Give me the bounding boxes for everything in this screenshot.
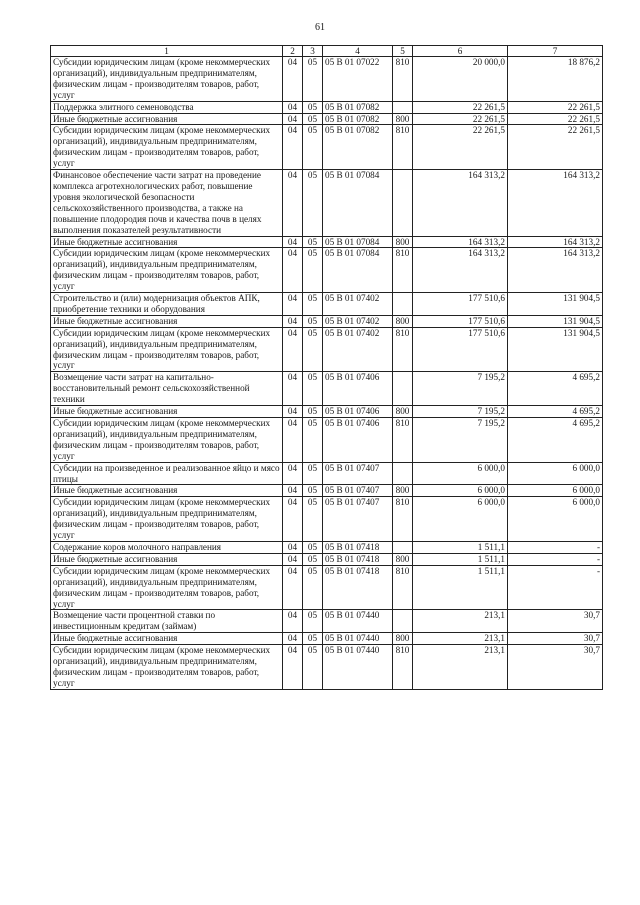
cell-target-code: 05 В 01 07407 [323, 462, 393, 485]
cell-planned: 1 511,1 [413, 541, 508, 553]
cell-executed: 4 695,2 [508, 418, 603, 463]
table-row [51, 565, 603, 610]
cell-section: 04 [283, 170, 303, 236]
table-row [51, 125, 603, 170]
header-col-6: 6 [413, 46, 508, 57]
table-row [51, 610, 603, 633]
cell-name: Субсидии на произведенное и реализованное яйцо и мясо птицы [51, 462, 283, 485]
cell-section: 04 [283, 541, 303, 553]
cell-target-code: 05 В 01 07418 [323, 553, 393, 565]
cell-subsection: 05 [303, 497, 323, 542]
cell-planned: 164 313,2 [413, 236, 508, 248]
cell-planned: 164 313,2 [413, 170, 508, 236]
cell-planned: 177 510,6 [413, 327, 508, 372]
page-number: 61 [315, 22, 325, 33]
cell-subsection: 05 [303, 248, 323, 293]
cell-executed: 22 261,5 [508, 125, 603, 170]
cell-section: 04 [283, 565, 303, 610]
cell-section: 04 [283, 485, 303, 497]
cell-executed: 164 313,2 [508, 170, 603, 236]
table-row [51, 485, 603, 497]
cell-target-code: 05 В 01 07406 [323, 418, 393, 463]
table-row [51, 315, 603, 327]
table-row [51, 497, 603, 542]
header-col-2: 2 [283, 46, 303, 57]
cell-executed: 164 313,2 [508, 248, 603, 293]
cell-expense-type [393, 610, 413, 633]
cell-section: 04 [283, 101, 303, 113]
cell-executed: 131 904,5 [508, 327, 603, 372]
cell-expense-type: 800 [393, 406, 413, 418]
cell-expense-type: 800 [393, 315, 413, 327]
cell-subsection: 05 [303, 462, 323, 485]
budget-table [50, 45, 603, 690]
cell-expense-type: 800 [393, 113, 413, 125]
cell-expense-type: 800 [393, 485, 413, 497]
cell-section: 04 [283, 462, 303, 485]
cell-executed: 22 261,5 [508, 113, 603, 125]
cell-subsection: 05 [303, 293, 323, 316]
cell-planned: 22 261,5 [413, 101, 508, 113]
cell-planned: 213,1 [413, 633, 508, 645]
cell-section: 04 [283, 372, 303, 406]
table-row [51, 372, 603, 406]
cell-expense-type: 800 [393, 236, 413, 248]
table-row [51, 633, 603, 645]
cell-target-code: 05 В 01 07440 [323, 610, 393, 633]
cell-expense-type: 810 [393, 418, 413, 463]
cell-target-code: 05 В 01 07418 [323, 565, 393, 610]
cell-planned: 6 000,0 [413, 497, 508, 542]
cell-name: Иные бюджетные ассигнования [51, 315, 283, 327]
cell-name: Возмещение части затрат на капитально-восстановительный ремонт сельскохозяйственной техники [51, 372, 283, 406]
cell-expense-type: 810 [393, 57, 413, 102]
cell-planned: 177 510,6 [413, 293, 508, 316]
table-row [51, 170, 603, 236]
cell-name: Иные бюджетные ассигнования [51, 113, 283, 125]
cell-name: Субсидии юридическим лицам (кроме некоммерческих организаций), индивидуальным предпринимателям, физическим лицам - производителям товаров, работ, услуг [51, 565, 283, 610]
cell-target-code: 05 В 01 07407 [323, 485, 393, 497]
cell-target-code: 05 В 01 07084 [323, 248, 393, 293]
cell-subsection: 05 [303, 101, 323, 113]
header-col-7: 7 [508, 46, 603, 57]
cell-name: Субсидии юридическим лицам (кроме некоммерческих организаций), индивидуальным предпринимателям, физическим лицам - производителям товаров, работ, услуг [51, 418, 283, 463]
cell-target-code: 05 В 01 07082 [323, 101, 393, 113]
table-row [51, 327, 603, 372]
cell-expense-type: 800 [393, 553, 413, 565]
cell-target-code: 05 В 01 07084 [323, 236, 393, 248]
cell-expense-type: 810 [393, 248, 413, 293]
cell-target-code: 05 В 01 07406 [323, 406, 393, 418]
cell-subsection: 05 [303, 170, 323, 236]
cell-expense-type: 800 [393, 633, 413, 645]
cell-subsection: 05 [303, 315, 323, 327]
cell-section: 04 [283, 610, 303, 633]
cell-target-code: 05 В 01 07440 [323, 633, 393, 645]
cell-subsection: 05 [303, 645, 323, 690]
cell-section: 04 [283, 315, 303, 327]
cell-section: 04 [283, 125, 303, 170]
table-row [51, 236, 603, 248]
header-col-5: 5 [393, 46, 413, 57]
cell-executed: 164 313,2 [508, 236, 603, 248]
cell-planned: 7 195,2 [413, 372, 508, 406]
cell-executed: 30,7 [508, 645, 603, 690]
table-row [51, 541, 603, 553]
cell-planned: 7 195,2 [413, 418, 508, 463]
cell-executed: 30,7 [508, 633, 603, 645]
cell-expense-type: 810 [393, 125, 413, 170]
cell-expense-type: 810 [393, 327, 413, 372]
cell-subsection: 05 [303, 406, 323, 418]
cell-planned: 164 313,2 [413, 248, 508, 293]
cell-section: 04 [283, 497, 303, 542]
cell-subsection: 05 [303, 57, 323, 102]
cell-name: Субсидии юридическим лицам (кроме некоммерческих организаций), индивидуальным предпринимателям, физическим лицам - производителям товаров, работ, услуг [51, 327, 283, 372]
table-row [51, 248, 603, 293]
cell-section: 04 [283, 553, 303, 565]
header-col-4: 4 [323, 46, 393, 57]
cell-target-code: 05 В 01 07402 [323, 315, 393, 327]
cell-planned: 177 510,6 [413, 315, 508, 327]
cell-name: Финансовое обеспечение части затрат на проведение комплекса агротехнологических работ, повышение уровня экологической безопасности сельскохозяйственного производства, а также на повышение плодородия почв и качества почв в целях выполнения показателей результативности [51, 170, 283, 236]
cell-planned: 6 000,0 [413, 485, 508, 497]
cell-name: Иные бюджетные ассигнования [51, 553, 283, 565]
cell-planned: 22 261,5 [413, 113, 508, 125]
cell-name: Строительство и (или) модернизация объектов АПК, приобретение техники и оборудования [51, 293, 283, 316]
cell-section: 04 [283, 418, 303, 463]
cell-executed: 6 000,0 [508, 462, 603, 485]
cell-name: Возмещение части процентной ставки по инвестиционным кредитам (займам) [51, 610, 283, 633]
cell-section: 04 [283, 327, 303, 372]
table-row [51, 101, 603, 113]
cell-executed: - [508, 541, 603, 553]
cell-executed: 6 000,0 [508, 497, 603, 542]
cell-target-code: 05 В 01 07084 [323, 170, 393, 236]
header-col-3: 3 [303, 46, 323, 57]
cell-name: Субсидии юридическим лицам (кроме некоммерческих организаций), индивидуальным предпринимателям, физическим лицам - производителям товаров, работ, услуг [51, 125, 283, 170]
cell-planned: 20 000,0 [413, 57, 508, 102]
cell-subsection: 05 [303, 125, 323, 170]
cell-planned: 6 000,0 [413, 462, 508, 485]
cell-section: 04 [283, 645, 303, 690]
cell-name: Субсидии юридическим лицам (кроме некоммерческих организаций), индивидуальным предпринимателям, физическим лицам - производителям товаров, работ, услуг [51, 645, 283, 690]
cell-subsection: 05 [303, 541, 323, 553]
table-row [51, 645, 603, 690]
cell-subsection: 05 [303, 327, 323, 372]
cell-name: Субсидии юридическим лицам (кроме некоммерческих организаций), индивидуальным предпринимателям, физическим лицам - производителям товаров, работ, услуг [51, 248, 283, 293]
cell-section: 04 [283, 113, 303, 125]
cell-executed: 131 904,5 [508, 293, 603, 316]
cell-target-code: 05 В 01 07402 [323, 293, 393, 316]
cell-target-code: 05 В 01 07406 [323, 372, 393, 406]
cell-planned: 213,1 [413, 610, 508, 633]
cell-planned: 1 511,1 [413, 553, 508, 565]
cell-name: Иные бюджетные ассигнования [51, 485, 283, 497]
cell-planned: 22 261,5 [413, 125, 508, 170]
cell-name: Субсидии юридическим лицам (кроме некоммерческих организаций), индивидуальным предпринимателям, физическим лицам - производителям товаров, работ, услуг [51, 57, 283, 102]
cell-name: Содержание коров молочного направления [51, 541, 283, 553]
cell-subsection: 05 [303, 553, 323, 565]
cell-subsection: 05 [303, 565, 323, 610]
cell-expense-type: 810 [393, 497, 413, 542]
cell-executed: 4 695,2 [508, 372, 603, 406]
cell-executed: 6 000,0 [508, 485, 603, 497]
cell-target-code: 05 В 01 07082 [323, 113, 393, 125]
cell-subsection: 05 [303, 485, 323, 497]
cell-subsection: 05 [303, 610, 323, 633]
cell-expense-type [393, 170, 413, 236]
cell-expense-type [393, 293, 413, 316]
cell-expense-type: 810 [393, 645, 413, 690]
cell-executed: 30,7 [508, 610, 603, 633]
cell-target-code: 05 В 01 07440 [323, 645, 393, 690]
cell-expense-type [393, 372, 413, 406]
cell-target-code: 05 В 01 07022 [323, 57, 393, 102]
cell-subsection: 05 [303, 236, 323, 248]
cell-subsection: 05 [303, 113, 323, 125]
cell-target-code: 05 В 01 07407 [323, 497, 393, 542]
cell-section: 04 [283, 57, 303, 102]
cell-target-code: 05 В 01 07402 [323, 327, 393, 372]
header-col-1: 1 [51, 46, 283, 57]
table-row [51, 57, 603, 102]
cell-section: 04 [283, 293, 303, 316]
cell-planned: 213,1 [413, 645, 508, 690]
cell-name: Иные бюджетные ассигнования [51, 633, 283, 645]
cell-planned: 7 195,2 [413, 406, 508, 418]
cell-section: 04 [283, 248, 303, 293]
table-row [51, 553, 603, 565]
cell-executed: 18 876,2 [508, 57, 603, 102]
cell-target-code: 05 В 01 07082 [323, 125, 393, 170]
cell-executed: 4 695,2 [508, 406, 603, 418]
cell-subsection: 05 [303, 418, 323, 463]
cell-subsection: 05 [303, 372, 323, 406]
cell-planned: 1 511,1 [413, 565, 508, 610]
cell-executed: - [508, 553, 603, 565]
cell-executed: 131 904,5 [508, 315, 603, 327]
cell-name: Иные бюджетные ассигнования [51, 236, 283, 248]
cell-expense-type: 810 [393, 565, 413, 610]
cell-section: 04 [283, 406, 303, 418]
table-body [51, 57, 603, 690]
cell-name: Субсидии юридическим лицам (кроме некоммерческих организаций), индивидуальным предпринимателям, физическим лицам - производителям товаров, работ, услуг [51, 497, 283, 542]
cell-section: 04 [283, 236, 303, 248]
table-row [51, 418, 603, 463]
cell-expense-type [393, 101, 413, 113]
cell-name: Поддержка элитного семеноводства [51, 101, 283, 113]
cell-section: 04 [283, 633, 303, 645]
cell-target-code: 05 В 01 07418 [323, 541, 393, 553]
table-row [51, 406, 603, 418]
table-row [51, 462, 603, 485]
table-row [51, 293, 603, 316]
table-row [51, 113, 603, 125]
cell-expense-type [393, 462, 413, 485]
cell-executed: - [508, 565, 603, 610]
header-row [51, 46, 603, 57]
cell-expense-type [393, 541, 413, 553]
cell-executed: 22 261,5 [508, 101, 603, 113]
cell-subsection: 05 [303, 633, 323, 645]
cell-name: Иные бюджетные ассигнования [51, 406, 283, 418]
